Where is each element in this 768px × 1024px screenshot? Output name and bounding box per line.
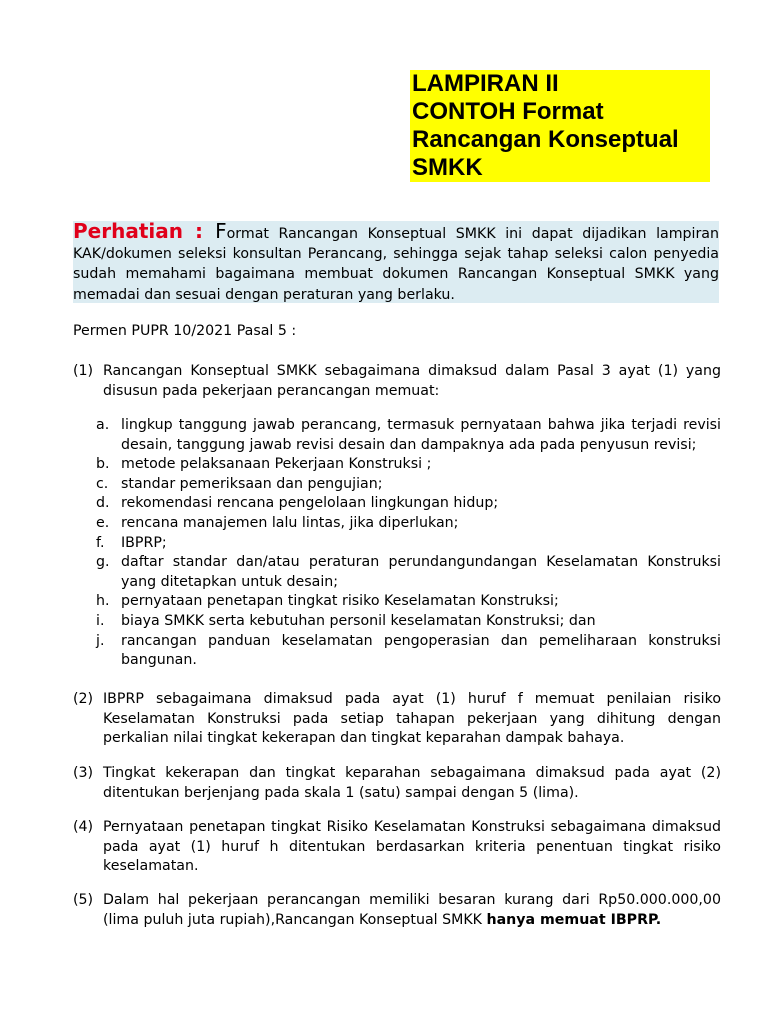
item-text: IBPRP sebagaimana dimaksud pada ayat (1) huruf f memuat penilaian risiko Keselamatan Konstruksi pada setiap tahapan pekerjaan yang dihitung dengan perkalian nilai tingkat kekerapan dan tingkat keparahan dampak bahaya. [103,691,721,747]
item-letter: e. [96,514,110,531]
item-text: metode pelaksanaan Pekerjaan Konstruksi ; [121,456,432,473]
item-number: (4) [73,819,94,835]
list-item [96,553,721,592]
item-text: pernyataan penetapan tingkat risiko Keselamatan Konstruksi; [121,593,559,610]
item-text: Rancangan Konseptual SMKK sebagaimana dimaksud dalam Pasal 3 ayat (1) yang disusun pada pekerjaan perancangan memuat: [103,363,721,399]
item-text: rancangan panduan keselamatan pengoperasian dan pemeliharaan konstruksi bangunan. [121,632,721,669]
list-item [73,690,721,749]
notice-paragraph [73,221,719,305]
item-letter: a. [96,417,110,433]
item-text: rekomendasi rencana pengelolaan lingkungan hidup; [121,495,499,512]
sub-list [96,416,721,671]
item-text-normal: Dalam hal pekerjaan perancangan memiliki besaran kurang dari Rp50.000.000,00 (lima puluh juta rupiah),Rancangan Konseptual SMKK [103,892,721,928]
item-letter: i. [96,612,105,629]
title-line: LAMPIRAN II [412,70,559,97]
item-letter: c. [96,475,109,492]
item-letter: j. [96,632,105,649]
list-item [96,534,721,554]
list-item [96,632,721,671]
list-item [73,764,721,803]
item-letter: g. [96,554,110,571]
notice-first-letter: F [215,219,227,243]
title-line: SMKK [412,154,483,181]
item-number: (5) [73,892,94,908]
list-item [96,612,721,632]
title-block [410,70,710,182]
item-letter: b. [96,456,110,473]
item-letter: h. [96,593,110,610]
list-item [73,891,721,930]
list-item [73,362,721,401]
item-text: daftar standar dan/atau peraturan perundangundangan Keselamatan Konstruksi yang ditetapkan untuk desain; [121,554,721,590]
item-letter: f. [96,534,105,551]
item-text: standar pemeriksaan dan pengujian; [121,475,383,492]
notice-box [73,221,719,303]
item-text: lingkup tanggung jawab perancang, termasuk pernyataan bahwa jika terjadi revisi desain, tanggung jawab revisi desain dan dampaknya ada pada penyusun revisi; [121,417,721,453]
list-item [73,818,721,877]
item-text [103,891,721,930]
list-item [96,455,721,475]
list-item [96,475,721,495]
notice-text: ormat Rancangan Konseptual SMKK ini dapat dijadikan lampiran KAK/dokumen seleksi konsultan Perancang, sehingga sejak tahap seleksi calon penyedia sudah memahami bagaimana membuat dokumen Rancangan Konseptual SMKK yang memadai dan sesuai dengan peraturan yang berlaku. [73,226,719,303]
item-number: (3) [73,765,94,781]
reference-line: Permen PUPR 10/2021 Pasal 5 : [73,323,297,339]
list-item [96,416,721,455]
list-item [96,514,721,534]
title-line: CONTOH Format [412,98,604,125]
item-text: IBPRP; [121,534,167,551]
item-number: (1) [73,363,94,379]
item-text: Pernyataan penetapan tingkat Risiko Keselamatan Konstruksi sebagaimana dimaksud pada ayat (1) huruf h ditentukan berdasarkan kriteria penentuan tingkat risiko keselamatan. [103,819,721,875]
item-text: biaya SMKK serta kebutuhan personil keselamatan Konstruksi; dan [121,612,596,629]
list-item [96,494,721,514]
item-text-bold: hanya memuat IBPRP. [486,911,662,928]
item-letter: d. [96,495,110,512]
item-text: Tingkat kekerapan dan tingkat keparahan sebagaimana dimaksud pada ayat (2) ditentukan berjenjang pada skala 1 (satu) sampai dengan 5 (lima). [103,765,721,801]
item-text: rencana manajemen lalu lintas, jika diperlukan; [121,514,459,531]
list-item [96,592,721,612]
item-number: (2) [73,691,94,707]
notice-label: Perhatian : [73,219,216,243]
title-line: Rancangan Konseptual [412,126,679,153]
